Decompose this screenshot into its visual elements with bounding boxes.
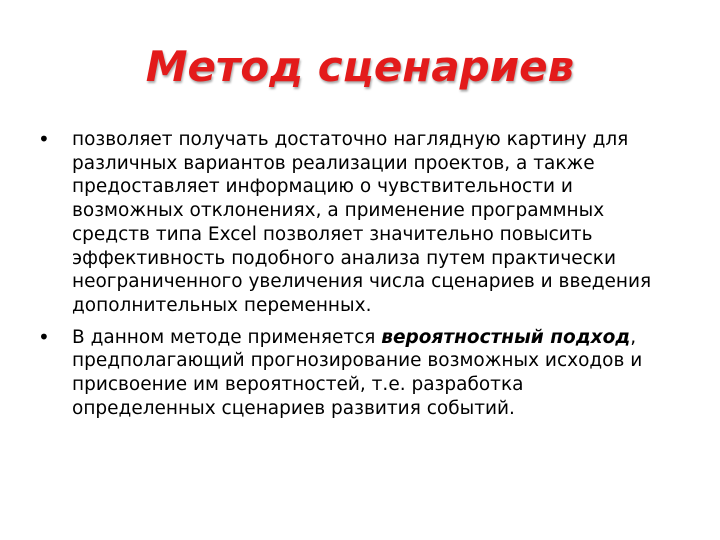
bullet-text-before: В данном методе применяется: [72, 326, 382, 348]
bullet-emphasis: вероятностный подход: [381, 326, 631, 348]
bullet-text: позволяет получать достаточно наглядную картину для различных вариантов реализации проектов, а также предоставляет информацию о чувствительности и возможных отклонениях, а применение программных средств типа Excel позволяет значительно повысить эффективность подобного анализа путем практически неограниченного увеличения числа сценариев и введения дополнительных переменных.: [72, 129, 652, 316]
bullet-list: [38, 128, 668, 428]
bullet-text-after: , предполагающий прогнозирование возможных исходов и присвоение им вероятностей, т.е. разработка определенных сценариев развития событий.: [72, 326, 643, 419]
slide-title: Метод сценариев: [145, 42, 575, 91]
bullet-marker: •: [38, 127, 50, 151]
bullet-marker: •: [38, 324, 50, 349]
bullet-item: [38, 326, 668, 421]
bullet-item: [38, 128, 668, 318]
